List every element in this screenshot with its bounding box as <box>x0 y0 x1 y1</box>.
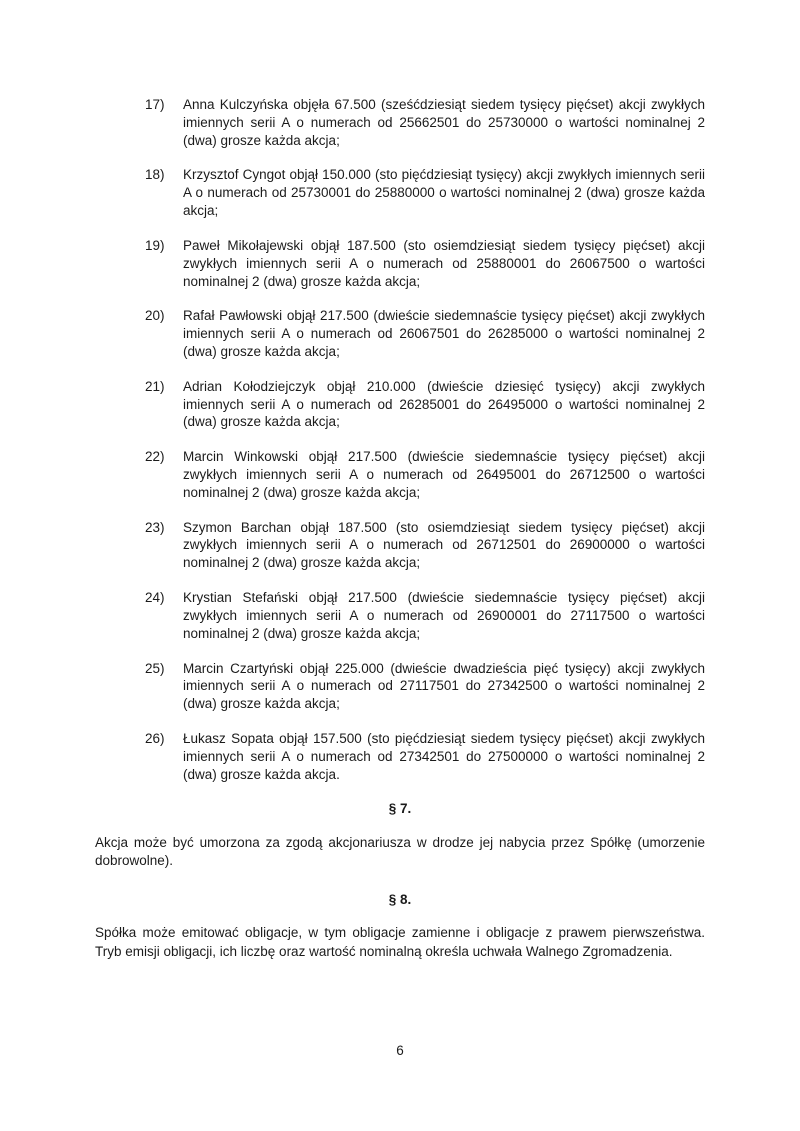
list-item-text: Marcin Winkowski objął 217.500 (dwieście siedemnaście tysięcy pięćset) akcji zwykłych imiennych serii A o numerach od 26495001 do 26712500 o wartości nominalnej 2 (dwa) grosze każda akcja; <box>183 449 705 500</box>
list-item <box>145 378 705 431</box>
list-item-number: 22) <box>145 449 165 465</box>
shareholder-list <box>95 96 705 783</box>
list-item-number: 26) <box>145 730 165 746</box>
section-body-paragraph-8: Spółka może emitować obligacje, w tym obligacje zamienne i obligacje z prawem pierwszeństwa. Tryb emisji obligacji, ich liczbę oraz wartość nominalną określa uchwała Walnego Zgromadzenia. <box>95 925 705 959</box>
section-heading-paragraph-8: § 8. <box>388 891 412 907</box>
list-item-text: Szymon Barchan objął 187.500 (sto osiemdziesiąt siedem tysięcy pięćset) akcji zwykłych imiennych serii A o numerach od 26712501 do 26900000 o wartości nominalnej 2 (dwa) grosze każda akcja; <box>183 519 705 571</box>
list-item <box>145 237 705 290</box>
page-number: 6 <box>396 1043 404 1058</box>
list-item <box>145 519 705 572</box>
list-item <box>145 589 705 642</box>
list-item-text: Paweł Mikołajewski objął 187.500 (sto osiemdziesiąt siedem tysięcy pięćset) akcji zwykłych imiennych serii A o numerach od 25880001 do 26067500 o wartości nominalnej 2 (dwa) grosze każda akcja; <box>183 237 705 289</box>
list-item-text: Rafał Pawłowski objął 217.500 (dwieście siedemnaście tysięcy pięćset) akcji zwykłych imiennych serii A o numerach od 26067501 do 26285000 o wartości nominalnej 2 (dwa) grosze każda akcja; <box>183 308 705 359</box>
list-item <box>145 660 705 713</box>
list-item-text: Krzysztof Cyngot objął 150.000 (sto pięćdziesiąt tysięcy) akcji zwykłych imiennych serii A o numerach od 25730001 do 25880000 o wartości nominalnej 2 (dwa) grosze każda akcja; <box>183 167 705 219</box>
list-item <box>145 448 705 501</box>
list-item-number: 17) <box>145 97 165 112</box>
list-item-text: Marcin Czartyński objął 225.000 (dwieście dwadzieścia pięć tysięcy) akcji zwykłych imiennych serii A o numerach od 27117501 do 27342500 o wartości nominalnej 2 (dwa) grosze każda akcja; <box>183 660 705 712</box>
list-item <box>145 730 705 783</box>
list-item <box>145 166 705 219</box>
list-item-text: Łukasz Sopata objął 157.500 (sto pięćdziesiąt siedem tysięcy pięćset) akcji zwykłych imiennych serii A o numerach od 27342501 do 27500000 o wartości nominalnej 2 (dwa) grosze każda akcja. <box>183 730 705 782</box>
list-item-text: Adrian Kołodziejczyk objął 210.000 (dwieście dziesięć tysięcy) akcji zwykłych imiennych serii A o numerach od 26285001 do 26495000 o wartości nominalnej 2 (dwa) grosze każda akcja; <box>183 378 705 430</box>
list-item-number: 20) <box>145 308 165 324</box>
list-item-number: 23) <box>145 519 165 535</box>
section-heading-paragraph-7: § 7. <box>388 801 412 817</box>
list-item-number: 24) <box>145 590 165 606</box>
section-body-paragraph-7: Akcja może być umorzona za zgodą akcjonariusza w drodze jej nabycia przez Spółkę (umorzenie dobrowolne). <box>95 835 705 869</box>
list-item <box>145 307 705 360</box>
list-item-number: 19) <box>145 237 165 253</box>
list-item-number: 18) <box>145 167 165 183</box>
list-item-text: Krystian Stefański objął 217.500 (dwieście siedemnaście tysięcy pięćset) akcji zwykłych imiennych serii A o numerach od 26900001 do 27117500 o wartości nominalnej 2 (dwa) grosze każda akcja; <box>183 590 705 641</box>
list-item <box>145 96 705 149</box>
list-item-number: 21) <box>145 378 165 394</box>
list-item-number: 25) <box>145 660 165 676</box>
list-item-text: Anna Kulczyńska objęła 67.500 (sześćdziesiąt siedem tysięcy pięćset) akcji zwykłych imiennych serii A o numerach od 25662501 do 25730000 o wartości nominalnej 2 (dwa) grosze każda akcja; <box>183 97 705 148</box>
